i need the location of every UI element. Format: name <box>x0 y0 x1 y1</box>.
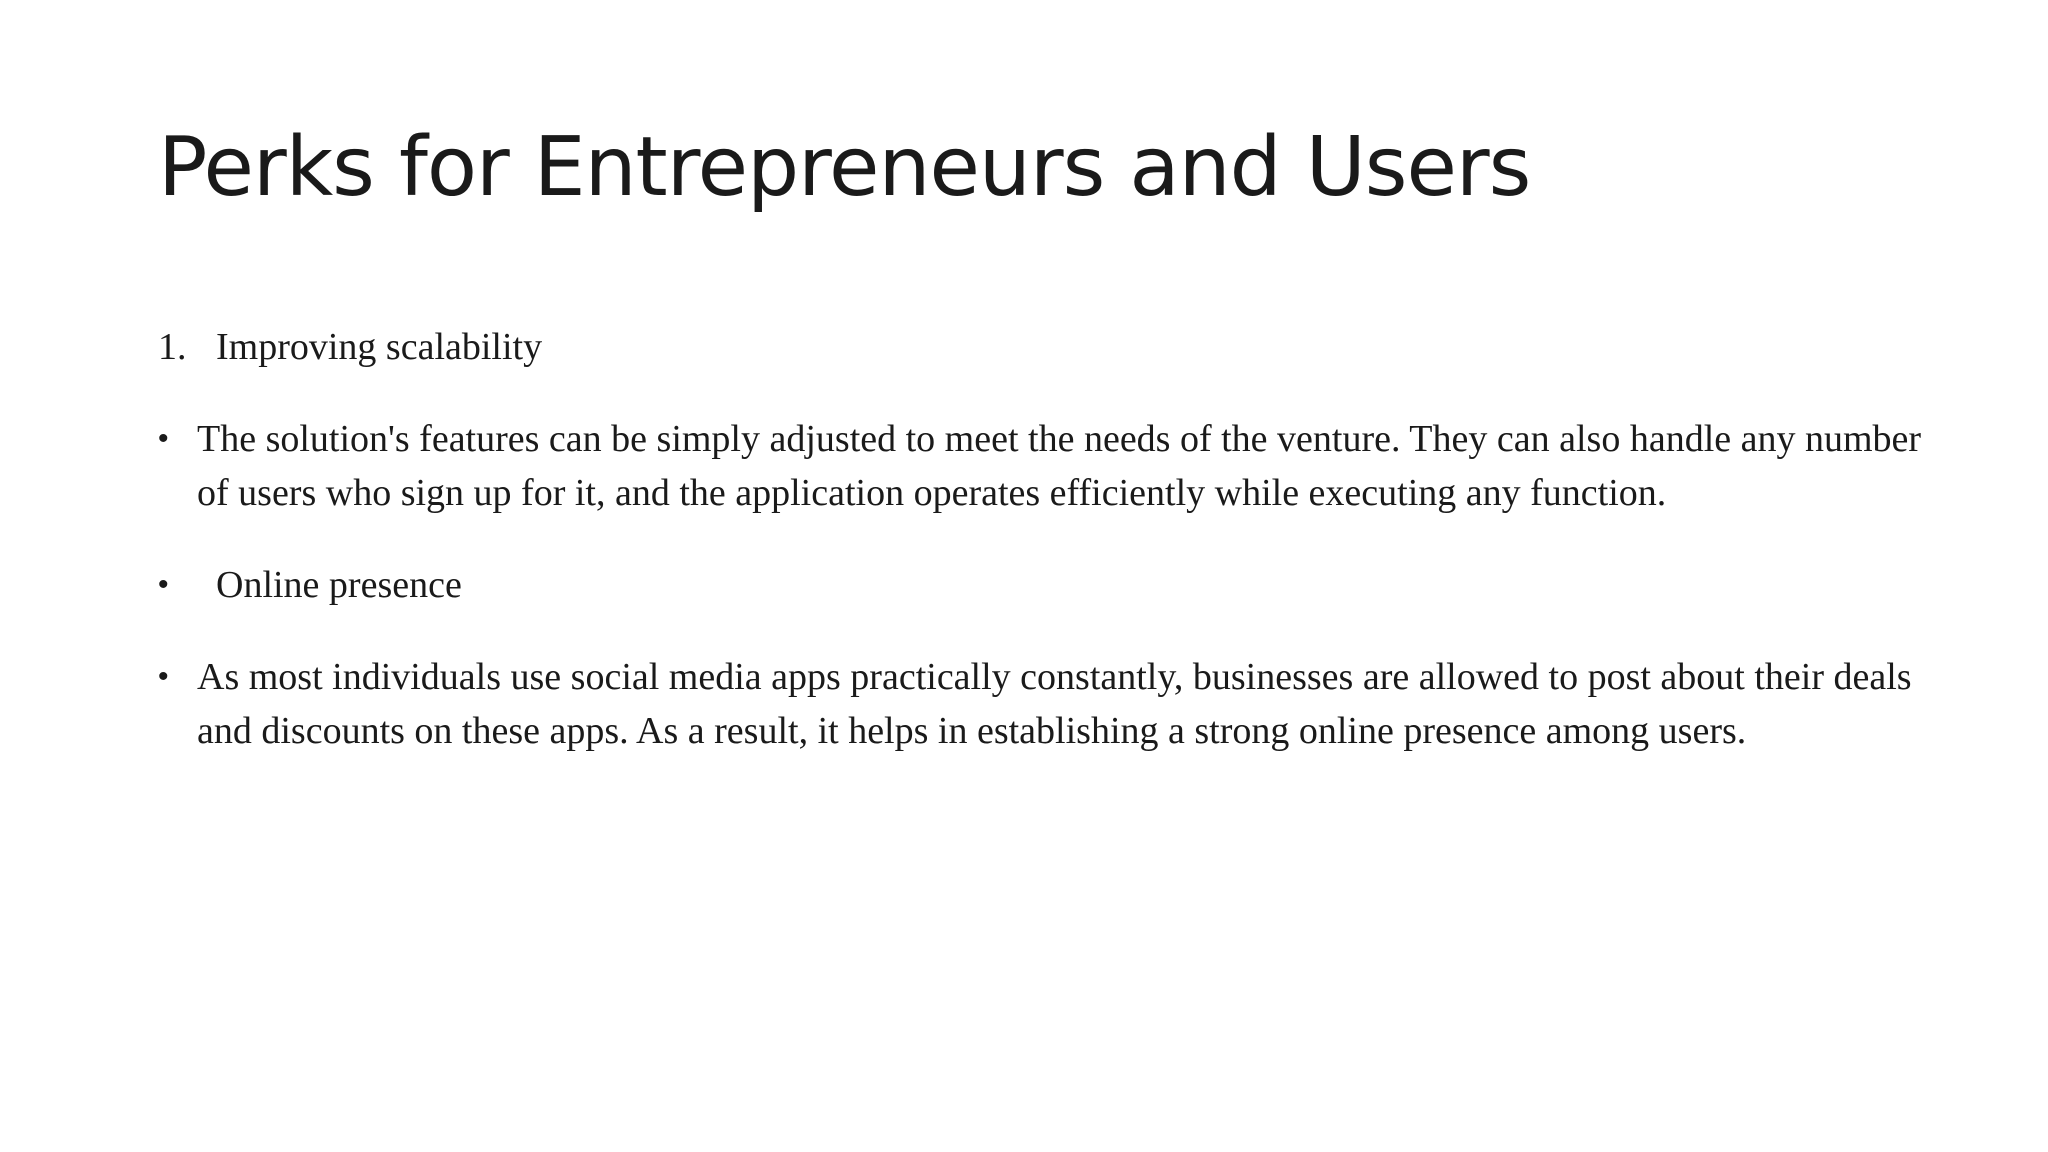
list-item-text: The solution's features can be simply adjusted to meet the needs of the venture. They can also handle any number of users who sign up for it, and the application operates efficiently while executing any function. <box>197 418 1922 514</box>
slide-title: Perks for Entrepreneurs and Users <box>158 120 1531 215</box>
bullet-marker: • <box>158 660 169 693</box>
bullet-marker: • <box>158 568 169 601</box>
list-item-online-presence-description <box>158 650 1938 758</box>
bullet-marker: • <box>158 422 169 455</box>
list-item-online-presence <box>158 558 1938 612</box>
list-item-text: As most individuals use social media apps practically constantly, businesses are allowed to post about their deals and discounts on these apps. As a result, it helps in establishing a strong online presence among users. <box>197 656 1912 752</box>
list-item-text: Improving scalability <box>216 326 543 368</box>
list-item-improving-scalability <box>158 320 1938 374</box>
list-item-scalability-description <box>158 412 1938 520</box>
list-number-marker: 1. <box>158 326 187 368</box>
list-item-text: Online presence <box>216 564 462 606</box>
